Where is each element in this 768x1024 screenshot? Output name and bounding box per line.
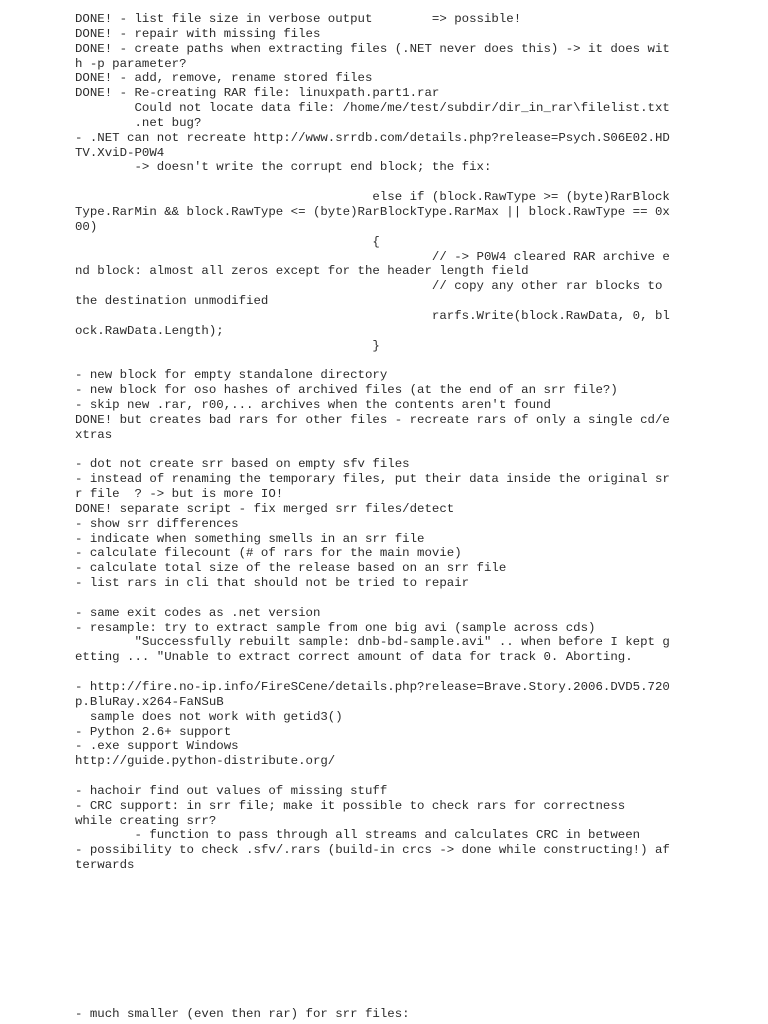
text-line: } [75,338,380,353]
blank-line [75,888,695,903]
text-line: - resample: try to extract sample from one big avi (sample across cds) [75,620,596,635]
text-line: DONE! - create paths when extracting files (.NET never does this) -> it does wit [75,41,670,56]
text-line: .net bug? [75,115,202,130]
text-line: while creating srr? [75,813,217,828]
text-line: Could not locate data file: /home/me/test/subdir/dir_in_rar\filelist.txt [75,101,670,116]
text-line: - calculate total size of the release based on an srr file [75,561,507,576]
blank-line [75,591,695,606]
blank-line [75,932,695,947]
blank-line [75,175,695,190]
blank-line [75,917,695,932]
text-line: terwards [75,858,135,873]
blank-line [75,665,695,680]
text-line: { [75,234,380,249]
text-line: else if (block.RawType >= (byte)RarBlock [75,190,670,205]
blank-line [75,947,695,962]
text-line: nd block: almost all zeros except for the header length field [75,264,529,279]
text-line: r file ? -> but is more IO! [75,487,284,501]
text-line: ock.RawData.Length); [75,323,224,338]
text-line: // -> P0W4 cleared RAR archive e [75,249,670,264]
text-line: DONE! - repair with missing files [75,26,321,41]
text-line: - show srr differences [75,516,239,531]
text-line: DONE! - Re-creating RAR file: linuxpath.part1.rar [75,86,440,101]
blank-line [75,442,695,457]
text-line: - much smaller (even then rar) for srr files: [75,1006,410,1021]
text-line: etting ... "Unable to extract correct amount of data for track 0. Aborting. [75,650,633,665]
text-line: - new block for empty standalone directory [75,368,388,383]
blank-line [75,769,695,784]
text-line: "Successfully rebuilt sample: dnb-bd-sample.avi" .. when before I kept g [75,635,670,650]
text-line: - list rars in cli that should not be tried to repair [75,576,470,591]
text-line: DONE! separate script - fix merged srr files/detect [75,501,455,516]
text-line: - .exe support Windows [75,739,239,754]
text-line: DONE! but creates bad rars for other files - recreate rars of only a single cd/e [75,412,670,427]
text-line: xtras [75,427,113,442]
text-line: - indicate when something smells in an srr file [75,531,425,546]
text-line: http://guide.python-distribute.org/ [75,754,336,769]
text-line: rarfs.Write(block.RawData, 0, bl [75,308,670,323]
text-line: - skip new .rar, r00,... archives when the contents aren't found [75,397,551,412]
text-line: - hachoir find out values of missing stuff [75,783,388,798]
text-line: - new block for oso hashes of archived files (at the end of an srr file?) [75,383,618,398]
text-line: - function to pass through all streams and calculates CRC in between [75,828,641,843]
text-line: p.BluRay.x264-FaNSuB [75,694,224,709]
text-line: sample does not work with getid3() [75,709,343,724]
text-line: h -p parameter? [75,56,187,71]
text-line: - .NET can not recreate http://www.srrdb.com/details.php?release=Psych.S06E02.HD [75,130,670,145]
text-line: - http://fire.no-ip.info/FireSCene/details.php?release=Brave.Story.2006.DVD5.720 [75,679,670,694]
text-line: - calculate filecount (# of rars for the main movie) [75,546,462,561]
text-line: TV.XviD-P0W4 [75,145,165,160]
text-line: - dot not create srr based on empty sfv files [75,457,410,472]
text-line: - instead of renaming the temporary files, put their data inside the original sr [75,472,670,487]
text-line: DONE! - list file size in verbose output => possible! [75,12,522,26]
text-line: Type.RarMin && block.RawType <= (byte)RarBlockType.RarMax || block.RawType == 0x [75,204,670,219]
document-page [75,12,695,1021]
blank-line [75,903,695,918]
text-line: - same exit codes as .net version [75,605,321,620]
blank-line [75,962,695,977]
text-line: - CRC support: in srr file; make it possible to check rars for correctness [75,798,626,813]
text-line: - possibility to check .sfv/.rars (build-in crcs -> done while constructing!) af [75,843,670,858]
blank-line [75,992,695,1007]
blank-line [75,873,695,888]
text-line: the destination unmodified [75,294,269,309]
text-line: -> doesn't write the corrupt end block; the fix: [75,160,492,175]
text-line: // copy any other rar blocks to [75,279,663,294]
text-line: DONE! - add, remove, rename stored files [75,71,373,86]
blank-line [75,353,695,368]
blank-line [75,977,695,992]
text-line: 00) [75,219,98,234]
text-line: - Python 2.6+ support [75,724,232,739]
